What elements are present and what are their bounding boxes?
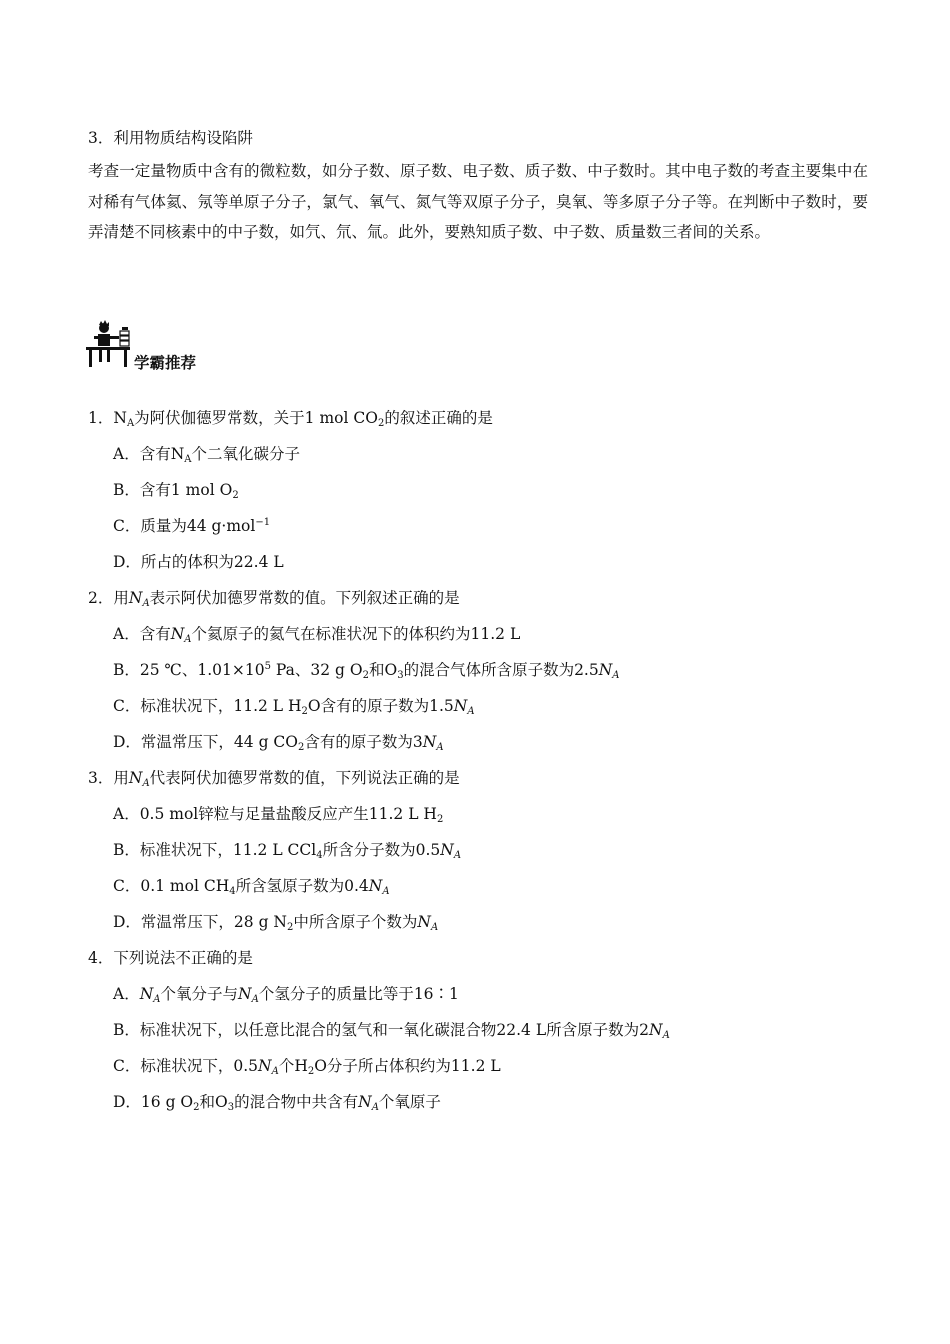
question-3-option-d: D．常温常压下，28 g $N_2$中所含原子个数为$N_A$ — [113, 913, 439, 933]
section-title: 3．利用物质结构设陷阱 — [88, 129, 253, 147]
question-3-stem: 3．用$N_A$代表阿伏加德罗常数的值，下列说法正确的是 — [88, 769, 460, 789]
question-4-option-a: A．$N_A$个氧分子与$N_A$个氢分子的质量比等于16∶1 — [113, 985, 459, 1005]
question-1-option-c: C．质量为44 g·mol$^{-1}$ — [113, 517, 271, 535]
question-4-option-d: D．16 g $O_2$和$O_3$的混合物中共含有$N_A$个氧原子 — [113, 1093, 441, 1113]
question-2-option-a: A．含有$N_A$个氦原子的氦气在标准状况下的体积约为11.2 L — [113, 625, 521, 645]
question-1-stem: 1．$N_A$为阿伏伽德罗常数，关于1 mol $CO_2$的叙述正确的是 — [88, 409, 493, 429]
question-1-option-a: A．含有$N_A$个二氧化碳分子 — [113, 445, 301, 465]
question-2-option-c: C．标准状况下，11.2 L $H_2O$含有的原子数为$1.5N_A$ — [113, 697, 475, 717]
question-4-stem: 4．下列说法不正确的是 — [88, 949, 253, 967]
recommendation-banner — [86, 320, 246, 370]
question-4-option-b: B．标准状况下，以任意比混合的氢气和一氧化碳混合物22.4 L所含原子数为$2N_A$ — [113, 1021, 670, 1041]
question-2-stem: 2．用$N_A$表示阿伏加德罗常数的值。下列叙述正确的是 — [88, 589, 460, 609]
question-3-option-b: B．标准状况下，11.2 L CCl$_4$所含分子数为$0.5N_A$ — [113, 841, 462, 861]
question-3-option-a: A．0.5 mol锌粒与足量盐酸反应产生11.2 L $H_2$ — [113, 805, 444, 825]
question-4-option-c: C．标准状况下，$0.5N_A$个$H_2O$分子所占体积约为11.2 L — [113, 1057, 501, 1077]
section-paragraph: 考查一定量物质中含有的微粒数，如分子数、原子数、电子数、质子数、中子数时。其中电子数的考查主要集中在对稀有气体氦、氖等单原子分子，氯气、氧气、氮气等双原子分子，臭氧、等多原子分子等。在判断中子数时，要弄清楚不同核素中的中子数，如氕、氘、氚。此外，要熟知质子数、中子数、质量数三者间的关系。 — [88, 162, 868, 241]
question-3-option-c: C．0.1 mol $CH_4$所含氢原子数为$0.4N_A$ — [113, 877, 390, 897]
question-1-option-b: B．含有1 mol $O_2$ — [113, 481, 239, 501]
question-2-option-b: B．25 ℃、$1.01\times 10^5$ Pa、32 g $O_2$和$O_3$的混合气体所含原子数为$2.5N_A$ — [113, 661, 620, 681]
question-1-option-d: D．所占的体积为22.4 L — [113, 553, 284, 571]
banner-label: 学霸推荐 — [134, 354, 197, 372]
question-2-option-d: D．常温常压下，44 g $CO_2$含有的原子数为$3N_A$ — [113, 733, 444, 753]
